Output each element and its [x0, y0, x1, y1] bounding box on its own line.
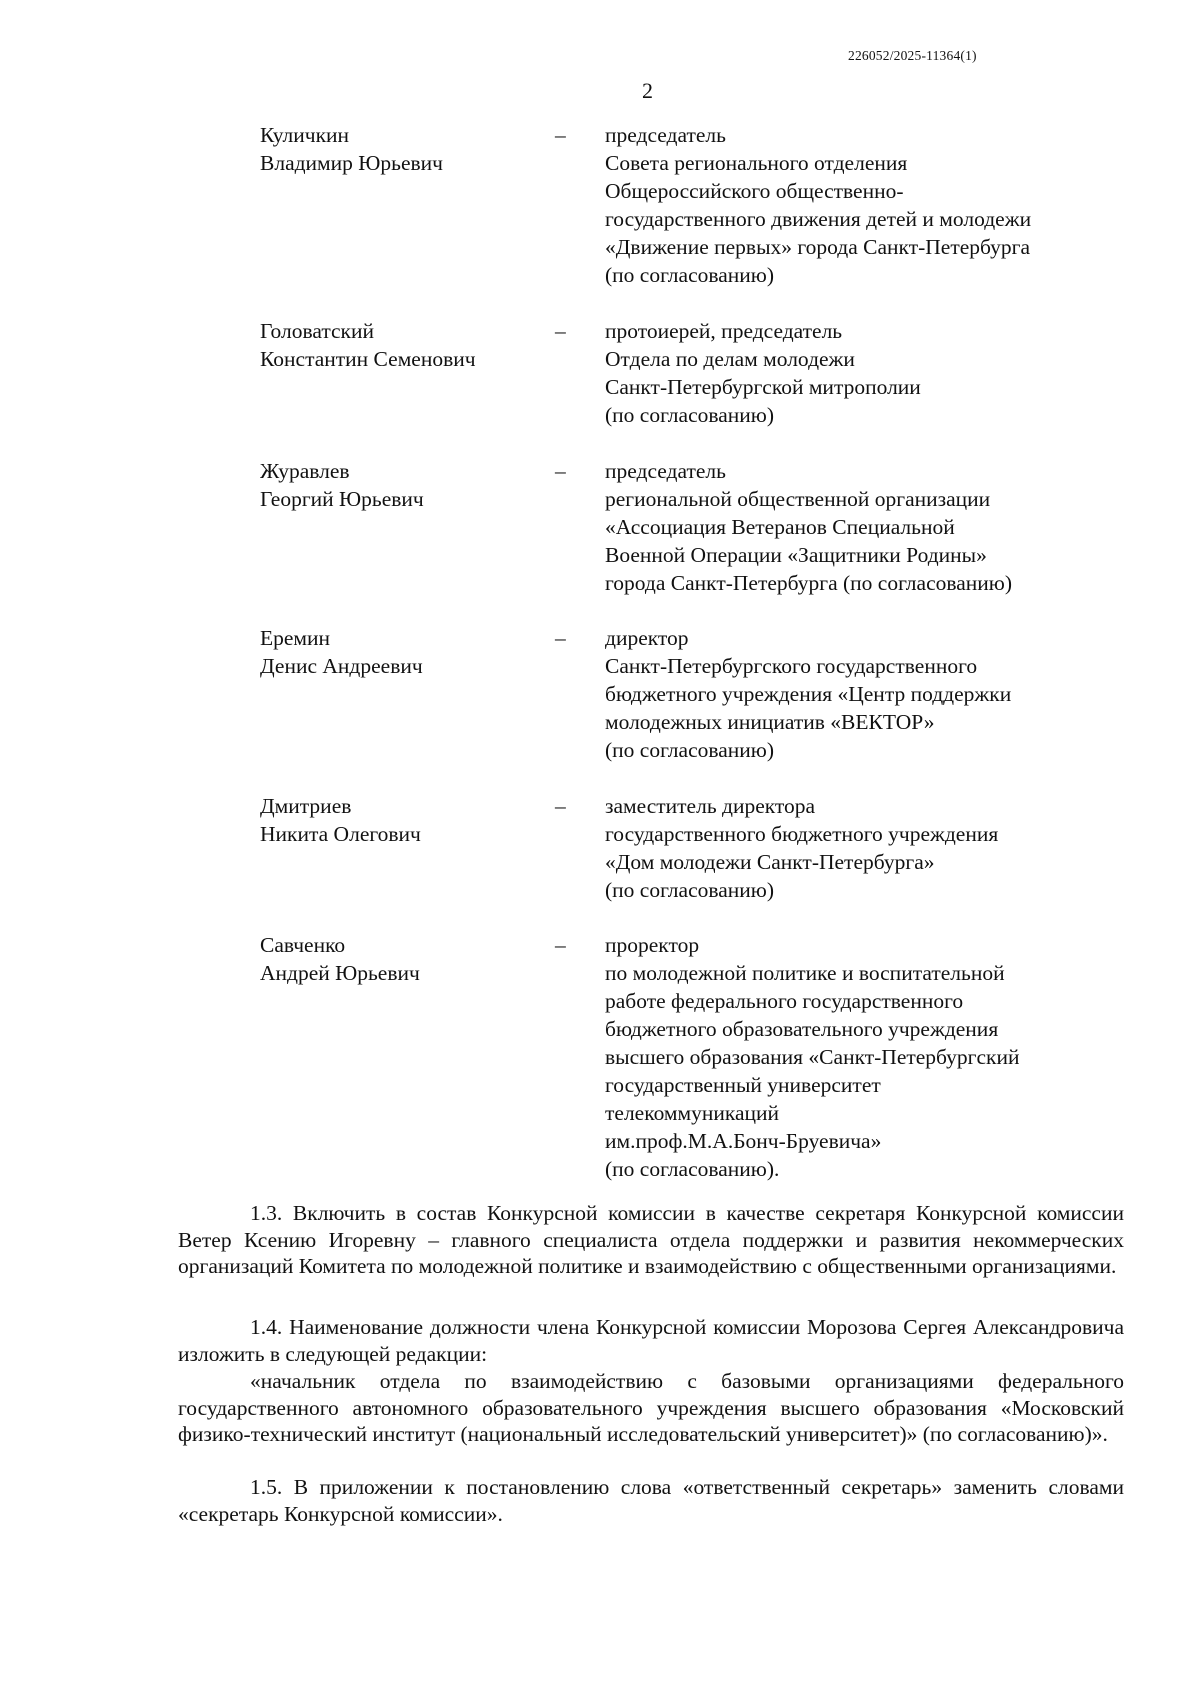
paragraph-1-3: 1.3. Включить в состав Конкурсной комиссии в качестве секретаря Конкурсной комиссии Ветер Ксению Игоревну – главного специалиста отдела поддержки и развития некоммерческих организаций Комитета по молодежной политике и взаимодействию с общественными организациями. — [178, 1201, 1124, 1278]
role-line: Санкт-Петербургского государственного — [605, 654, 978, 678]
role-line: региональной общественной организации — [605, 487, 991, 511]
role-line: председатель — [605, 459, 726, 483]
role-line: председатель — [605, 123, 726, 147]
role-line: Военной Операции «Защитники Родины» — [605, 543, 987, 567]
role-line: государственного бюджетного учреждения — [605, 822, 999, 846]
member-name — [260, 457, 530, 513]
role-line: высшего образования «Санкт-Петербургский — [605, 1045, 1020, 1069]
member-surname: Головатский — [260, 319, 374, 343]
member-name — [260, 317, 530, 373]
separator-dash: – — [555, 319, 566, 343]
role-line: заместитель директора — [605, 794, 816, 818]
separator-dash: – — [555, 626, 566, 650]
member-role — [605, 792, 1100, 904]
paragraph-1-4-quote: «начальник отдела по взаимодействию с базовыми организациями федерального государственного автономного образовательного учреждения высшего образования «Московский физико-технический институт (национальный исследовательский университет)» (по согласованию)». — [178, 1369, 1124, 1446]
member-role — [605, 121, 1100, 289]
member-given-names: Константин Семенович — [260, 347, 476, 371]
member-given-names: Владимир Юрьевич — [260, 151, 443, 175]
role-line: работе федерального государственного — [605, 989, 964, 1013]
document-number: 226052/2025-11364(1) — [848, 48, 977, 63]
member-name — [260, 931, 530, 987]
role-line: «Дом молодежи Санкт-Петербурга» — [605, 850, 935, 874]
role-line: бюджетного учреждения «Центр поддержки — [605, 682, 1012, 706]
member-given-names: Денис Андреевич — [260, 654, 423, 678]
role-line: по молодежной политике и воспитательной — [605, 961, 1005, 985]
paragraph-1-5: 1.5. В приложении к постановлению слова «ответственный секретарь» заменить словами «секретарь Конкурсной комиссии». — [178, 1475, 1124, 1526]
member-given-names: Андрей Юрьевич — [260, 961, 420, 985]
role-line: «Движение первых» города Санкт-Петербурга — [605, 235, 1031, 259]
member-surname: Дмитриев — [260, 794, 352, 818]
member-role — [605, 931, 1100, 1183]
role-line: Отдела по делам молодежи — [605, 347, 855, 371]
separator-dash: – — [555, 123, 566, 147]
member-surname: Савченко — [260, 933, 346, 957]
member-surname: Журавлев — [260, 459, 350, 483]
role-line: «Ассоциация Ветеранов Специальной — [605, 515, 955, 539]
member-given-names: Никита Олегович — [260, 822, 421, 846]
separator-dash: – — [555, 459, 566, 483]
member-role — [605, 317, 1100, 429]
member-name — [260, 624, 530, 680]
role-line: телекоммуникаций — [605, 1101, 780, 1125]
role-line: (по согласованию). — [605, 1157, 780, 1181]
role-line: (по согласованию) — [605, 878, 775, 902]
role-line: директор — [605, 626, 689, 650]
member-surname: Куличкин — [260, 123, 350, 147]
role-line: бюджетного образовательного учреждения — [605, 1017, 999, 1041]
role-line: государственного движения детей и молодежи — [605, 207, 1032, 231]
role-line: Санкт-Петербургской митрополии — [605, 375, 921, 399]
separator-dash: – — [555, 794, 566, 818]
role-line: Совета регионального отделения — [605, 151, 908, 175]
role-line: (по согласованию) — [605, 738, 775, 762]
role-line: им.проф.М.А.Бонч-Бруевича» — [605, 1129, 882, 1153]
role-line: протоиерей, председатель — [605, 319, 843, 343]
member-name — [260, 121, 530, 177]
member-role — [605, 457, 1100, 597]
separator-dash: – — [555, 933, 566, 957]
member-surname: Еремин — [260, 626, 331, 650]
role-line: государственный университет — [605, 1073, 881, 1097]
role-line: города Санкт-Петербурга (по согласованию) — [605, 571, 1013, 595]
member-role — [605, 624, 1100, 764]
role-line: молодежных инициатив «ВЕКТОР» — [605, 710, 935, 734]
page-number: 2 — [642, 78, 653, 103]
role-line: Общероссийского общественно- — [605, 179, 904, 203]
role-line: (по согласованию) — [605, 263, 775, 287]
role-line: (по согласованию) — [605, 403, 775, 427]
role-line: проректор — [605, 933, 700, 957]
member-given-names: Георгий Юрьевич — [260, 487, 424, 511]
paragraph-1-4: 1.4. Наименование должности члена Конкурсной комиссии Морозова Сергея Александровича изложить в следующей редакции: — [178, 1315, 1124, 1366]
member-name — [260, 792, 530, 848]
